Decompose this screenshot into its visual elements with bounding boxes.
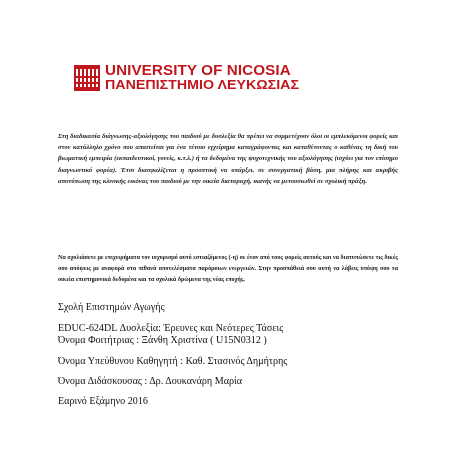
university-name-greek: ΠΑΝΕΠΙΣΤΗΜΙΟ ΛΕΥΚΩΣΙΑΣ <box>105 77 300 92</box>
university-name-english: UNIVERSITY OF NICOSIA <box>105 62 291 79</box>
school-name: Σχολή Επιστημών Αγωγής <box>58 302 165 313</box>
semester: Εαρινό Εξάμηνο 2016 <box>58 396 148 407</box>
university-crest-icon <box>74 65 100 91</box>
tutor-name: Όνομα Διδάσκουσας : Δρ. Δουκανάρη Μαρία <box>58 376 243 387</box>
course-title: EDUC-624DL Δυσλεξία: Έρευνες και Νεότερες Τάσεις <box>58 323 284 334</box>
assignment-instructions: Να σχολιάσετε με επιχειρήματα τον ισχυρισμό αυτό εστιαζόμενος (-η) σε έναν από τους φορείς αυτούς και να διατυπώσετε τις δικές σου απόψεις με αναφορά στα πιθανά αποτελέσματα παρόμοιων ενεργειών. Στην προσπάθειά σου αυτή να λάβεις υπόψη σου τα οικεία επιστημονικά δεδομένα και τα σχολικά δρώμενα της νέας εποχής. <box>58 255 398 283</box>
assignment-statement: Στη διαδικασία διάγνωσης-αξιολόγησης του παιδιού με δυσλεξία θα πρέπει να συμμετέχουν όλοι οι εμπλεκόμενοι φορείς και στον κατάλληλο χρόνο που απαιτείται για ένα τέτοιο εγχείρημα καταγράφοντας και καταθέτοντας ο καθένας τη δική του βιωματική εμπειρία (εκπαιδευτικοί, γονείς, κ.τ.λ.) ή τα δεδομένα της ψυχοτεχνικής του αξιολόγησης (ισχύει για τον επίσημο διαγνωστικό φορέα). Έτσι διασφαλίζεται η προοπτική να υπάρξει, σε συνεργατική βάση, μια πλήρης και ακριβής αποτύπωση της κλινικής εικόνας του παιδιού με την οικεία διαταραχή, ικανής να μετουσιωθεί σε σχολική πράξη. <box>58 133 398 185</box>
university-logo <box>74 64 384 94</box>
student-info <box>58 302 418 408</box>
student-name: Όνομα Φοιτήτριας : Ξάνθη Χριστίνα ( U15N0312 ) <box>58 335 267 346</box>
professor-name: Όνομα Υπεύθυνου Καθηγητή : Καθ. Στασινός Δημήτρης <box>58 356 288 367</box>
